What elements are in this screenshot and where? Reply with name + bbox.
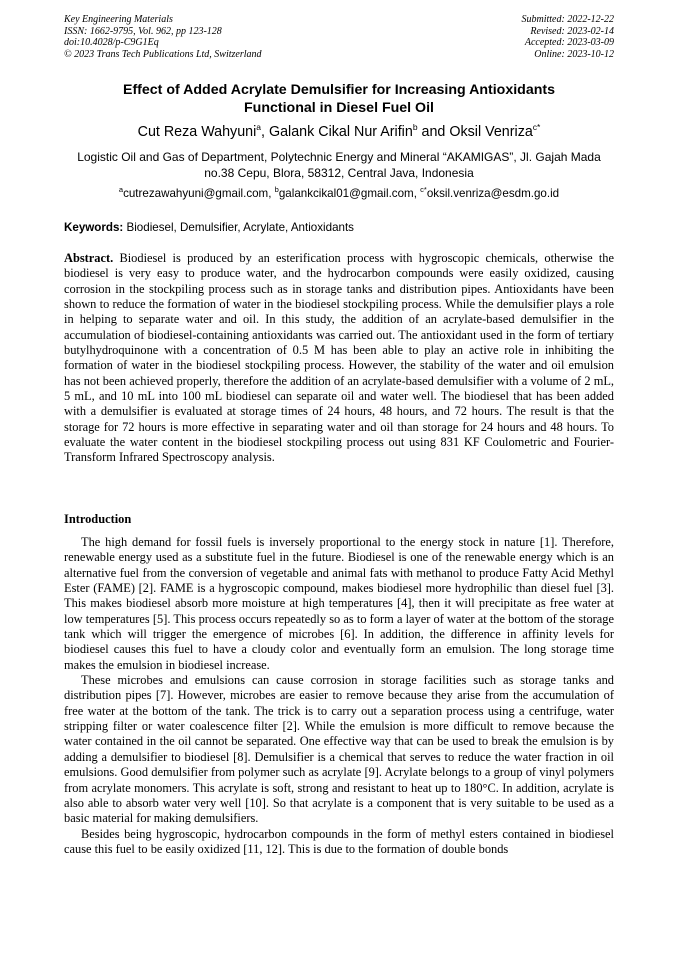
keywords-label: Keywords:: [64, 221, 124, 234]
author-affiliation-mark: c*: [532, 122, 541, 132]
abstract: [64, 251, 614, 466]
email-link[interactable]: galankcikal01@gmail.com: [278, 187, 414, 200]
keywords: [64, 221, 624, 235]
email-mark: a: [118, 185, 124, 194]
author-name: Oksil Venriza: [449, 124, 533, 140]
author-emails: [30, 187, 648, 201]
accepted-date: Accepted: 2023-03-09: [524, 37, 614, 49]
title-line: Effect of Added Acrylate Demulsifier for Increasing Antioxidants: [122, 82, 555, 98]
author-affiliation-mark: b: [412, 122, 418, 132]
introduction-body: [64, 535, 614, 857]
email-link[interactable]: oksil.venriza@esdm.go.id: [426, 187, 560, 200]
journal-name: Key Engineering Materials: [64, 14, 173, 25]
publication-dates: [522, 14, 615, 60]
email-separator: ,: [268, 187, 275, 200]
revised-date: Revised: 2023-02-14: [530, 25, 614, 37]
paragraph: Besides being hygroscopic, hydrocarbon compounds in the form of methyl esters contained in biodiesel cause this fuel to be easily oxidized [11, 12]. This is due to the formation of double bonds: [64, 826, 614, 856]
email-mark: b: [274, 185, 279, 194]
author-name: Cut Reza Wahyuni: [137, 124, 257, 140]
abstract-text: Biodiesel is produced by an esterification process with hygroscopic chemicals, otherwise the biodiesel is very easy to produce water, and the hydrocarbon compounds were easily oxidized, causing corrosion in the stockpiling process such as in storage tanks and distribution pipes. Antioxidants have been shown to reduce the formation of water in the biodiesel stockpiling process. While the demulsifier plays a role in helping to separate water and oil. In this study, the addition of an acrylate-based demulsifier in the accumulation of biodiesel-containing antioxidants was carried out. The antioxidant used in the form of tertiary butylhydroquinone with a concentration of 0.5 M has been able to play an active role in inhibiting the formation of water in the biodiesel stockpiling process. However, the stability of the water and oil emulsion has not been achieved properly, therefore the addition of an acrylate-based demulsifier with a volume of 2 mL, 5 mL, and 10 mL into 100 mL biodiesel can separate oil and water well. The biodiesel that has been added with a demulsifier is evaluated at storage times of 24 hours, 48 hours, and 72 hours. The result is that the storage for 72 hours is more effective in separating water and oil than storage for 24 hours and 48 hours. To evaluate the water content in the biodiesel stockpiling process out using 831 KF Coulometric and Fourier-Transform Infrared Spectroscopy analysis.: [64, 251, 614, 465]
author-separator: ,: [261, 124, 269, 140]
affiliation-line: Logistic Oil and Gas of Department, Polytechnic Energy and Mineral “AKAMIGAS”, Jl. Gajah Mada: [77, 150, 601, 164]
affiliation: [40, 150, 638, 181]
author-name: Galank Cikal Nur Arifin: [268, 124, 413, 140]
author-affiliation-mark: a: [256, 122, 262, 132]
author-separator: and: [417, 124, 450, 140]
journal-copyright: © 2023 Trans Tech Publications Ltd, Switzerland: [64, 48, 262, 60]
abstract-label: Abstract.: [64, 251, 114, 265]
submitted-date: Submitted: 2022-12-22: [521, 14, 614, 25]
email-link[interactable]: cutrezawahyuni@gmail.com: [123, 187, 269, 200]
section-heading: Introduction: [64, 512, 132, 526]
journal-doi[interactable]: doi:10.4028/p-C9G1Eq: [64, 37, 159, 49]
paper-title: [40, 81, 638, 117]
journal-issn: ISSN: 1662-9795, Vol. 962, pp 123-128: [64, 25, 222, 37]
online-date: Online: 2023-10-12: [534, 48, 614, 60]
keywords-text: Biodiesel, Demulsifier, Acrylate, Antioxidants: [123, 221, 354, 234]
author-list: [40, 123, 638, 141]
journal-info: [64, 14, 262, 60]
title-line: Functional in Diesel Fuel Oil: [244, 100, 434, 116]
paragraph: These microbes and emulsions can cause corrosion in storage facilities such as storage tanks and distribution pipes [7]. However, microbes are easier to remove because they arise from the accumulation of free water at the bottom of the tank. The trick is to carry out a separation process using a centrifuge, water stripping filter or water coalescence filter [2]. While the emulsion is more difficult to remove because the water contained in the oil cannot be separated. One effective way that can be used to break the emulsion is by adding a demulsifier to biodiesel [8]. Demulsifier is a chemical that serves to reduce the water fraction in oil emulsions. Good demulsifier from polymer such as acrylate [9]. Acrylate belongs to a group of vinyl polymers from acrylate monomers. This acrylate is soft, strong and resistant to heat up to 180°C. In addition, acrylate is also able to absorb water very well [10]. So that acrylate is a component that is very suitable to be used as a basic material for making demulsifiers.: [64, 673, 614, 826]
email-separator: ,: [413, 187, 421, 200]
affiliation-line: no.38 Cepu, Blora, 58312, Central Java, Indonesia: [204, 165, 474, 180]
email-mark: c*: [420, 185, 427, 194]
paragraph: The high demand for fossil fuels is inversely proportional to the energy stock in nature [1]. Therefore, renewable energy used as a substitute fuel in the future. Biodiesel is one of the renewable energy which is an alternative fuel from the conversion of vegetable and animal fats with methanol to produce Fatty Acid Methyl Ester (FAME) [2]. FAME is a hygroscopic compound, makes biodiesel more hydrophilic than diesel fuel [3]. This makes biodiesel absorb more moisture at high temperatures [4], then it will precipitate as free water at low temperatures [5]. This process occurs repeatedly so as to form a layer of water at the bottom of the storage tank which will trigger the emergence of microbes [6]. In addition, the difference in affinity levels for biodiesel causes this fuel to have a cloudy color and eventually form an emulsion. The long storage time makes the emulsion in biodiesel increase.: [64, 535, 614, 672]
